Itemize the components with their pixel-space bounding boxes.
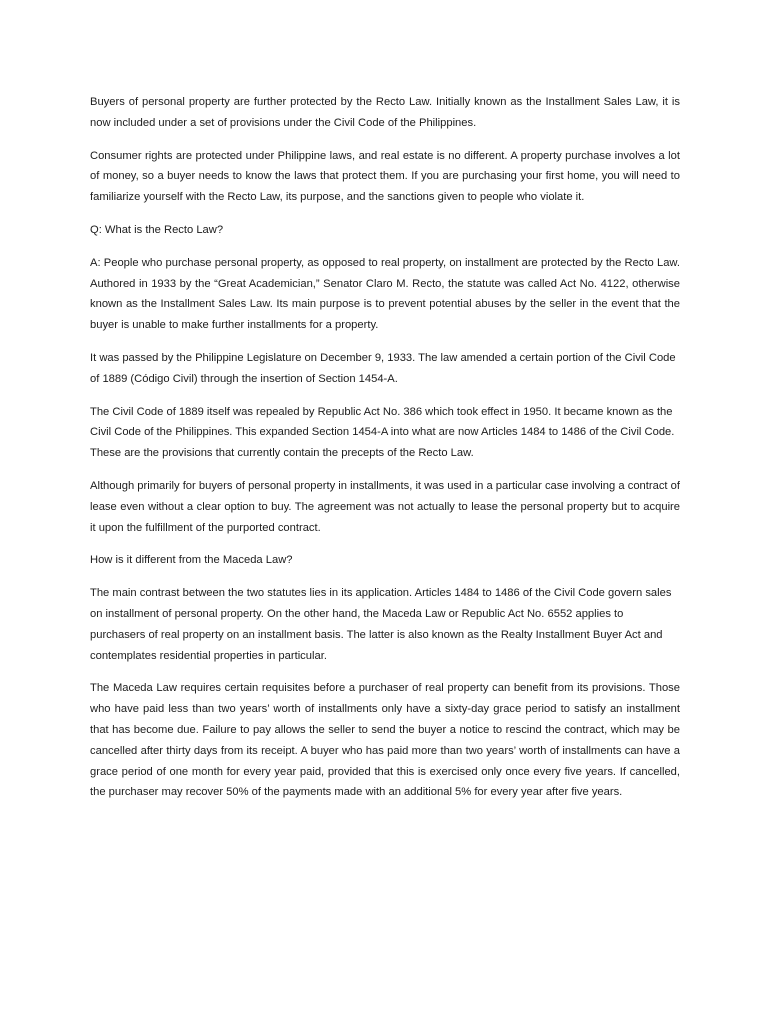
lease-case-paragraph: Although primarily for buyers of personal property in installments, it was used in a particular case involving a contract of lease even without a clear option to buy. The agreement was not actually to lease the personal property but to acquire it upon the fulfillment of the purported contract. xyxy=(90,479,680,534)
document-page xyxy=(90,92,680,815)
contrast-paragraph: The main contrast between the two statutes lies in its application. Articles 1484 to 1486 of the Civil Code govern sales on installment of personal property. On the other hand, the Maceda Law or Republic Act No. 6552 applies to purchasers of real property on an installment basis. The latter is also known as the Realty Installment Buyer Act and contemplates residential properties in particular. xyxy=(90,587,672,662)
consumer-rights-paragraph: Consumer rights are protected under Philippine laws, and real estate is no different. A property purchase involves a lot of money, so a buyer needs to know the laws that protect them. If you are purchasing your first home, you will need to familiarize yourself with the Recto Law, its purpose, and the sanctions given to people who violate it. xyxy=(90,149,680,204)
maceda-heading: How is it different from the Maceda Law? xyxy=(90,554,293,567)
civil-code-paragraph: The Civil Code of 1889 itself was repealed by Republic Act No. 386 which took effect in 1950. It became known as the Civil Code of the Philippines. This expanded Section 1454-A into what are now Articles 1484 to 1486 of the Civil Code. These are the provisions that currently contain the precepts of the Recto Law. xyxy=(90,405,675,460)
maceda-requisites-paragraph: The Maceda Law requires certain requisites before a purchaser of real property can benefit from its provisions. Those who have paid less than two years’ worth of installments only have a sixty-day grace period to satisfy an installment that has become due. Failure to pay allows the seller to send the buyer a notice to rescind the contract, which may be cancelled after thirty days from its receipt. A buyer who has paid more than two years’ worth of installments can have a grace period of one month for every year paid, provided that this is exercised only once every five years. If cancelled, the purchaser may recover 50% of the payments made with an additional 5% for every year after five years. xyxy=(90,682,680,799)
legislature-paragraph: It was passed by the Philippine Legislature on December 9, 1933. The law amended a certain portion of the Civil Code of 1889 (Código Civil) through the insertion of Section 1454-A. xyxy=(90,351,676,385)
intro-paragraph: Buyers of personal property are further protected by the Recto Law. Initially known as the Installment Sales Law, it is now included under a set of provisions under the Civil Code of the Philippines. xyxy=(90,96,680,129)
answer-paragraph: A: People who purchase personal property, as opposed to real property, on installment are protected by the Recto Law. Authored in 1933 by the “Great Academician,” Senator Claro M. Recto, the statute was called Act No. 4122, otherwise known as the Installment Sales Law. Its main purpose is to prevent potential abuses by the seller in the event that the buyer is unable to make further installments for a property. xyxy=(90,256,680,332)
question-heading: Q: What is the Recto Law? xyxy=(90,223,224,236)
